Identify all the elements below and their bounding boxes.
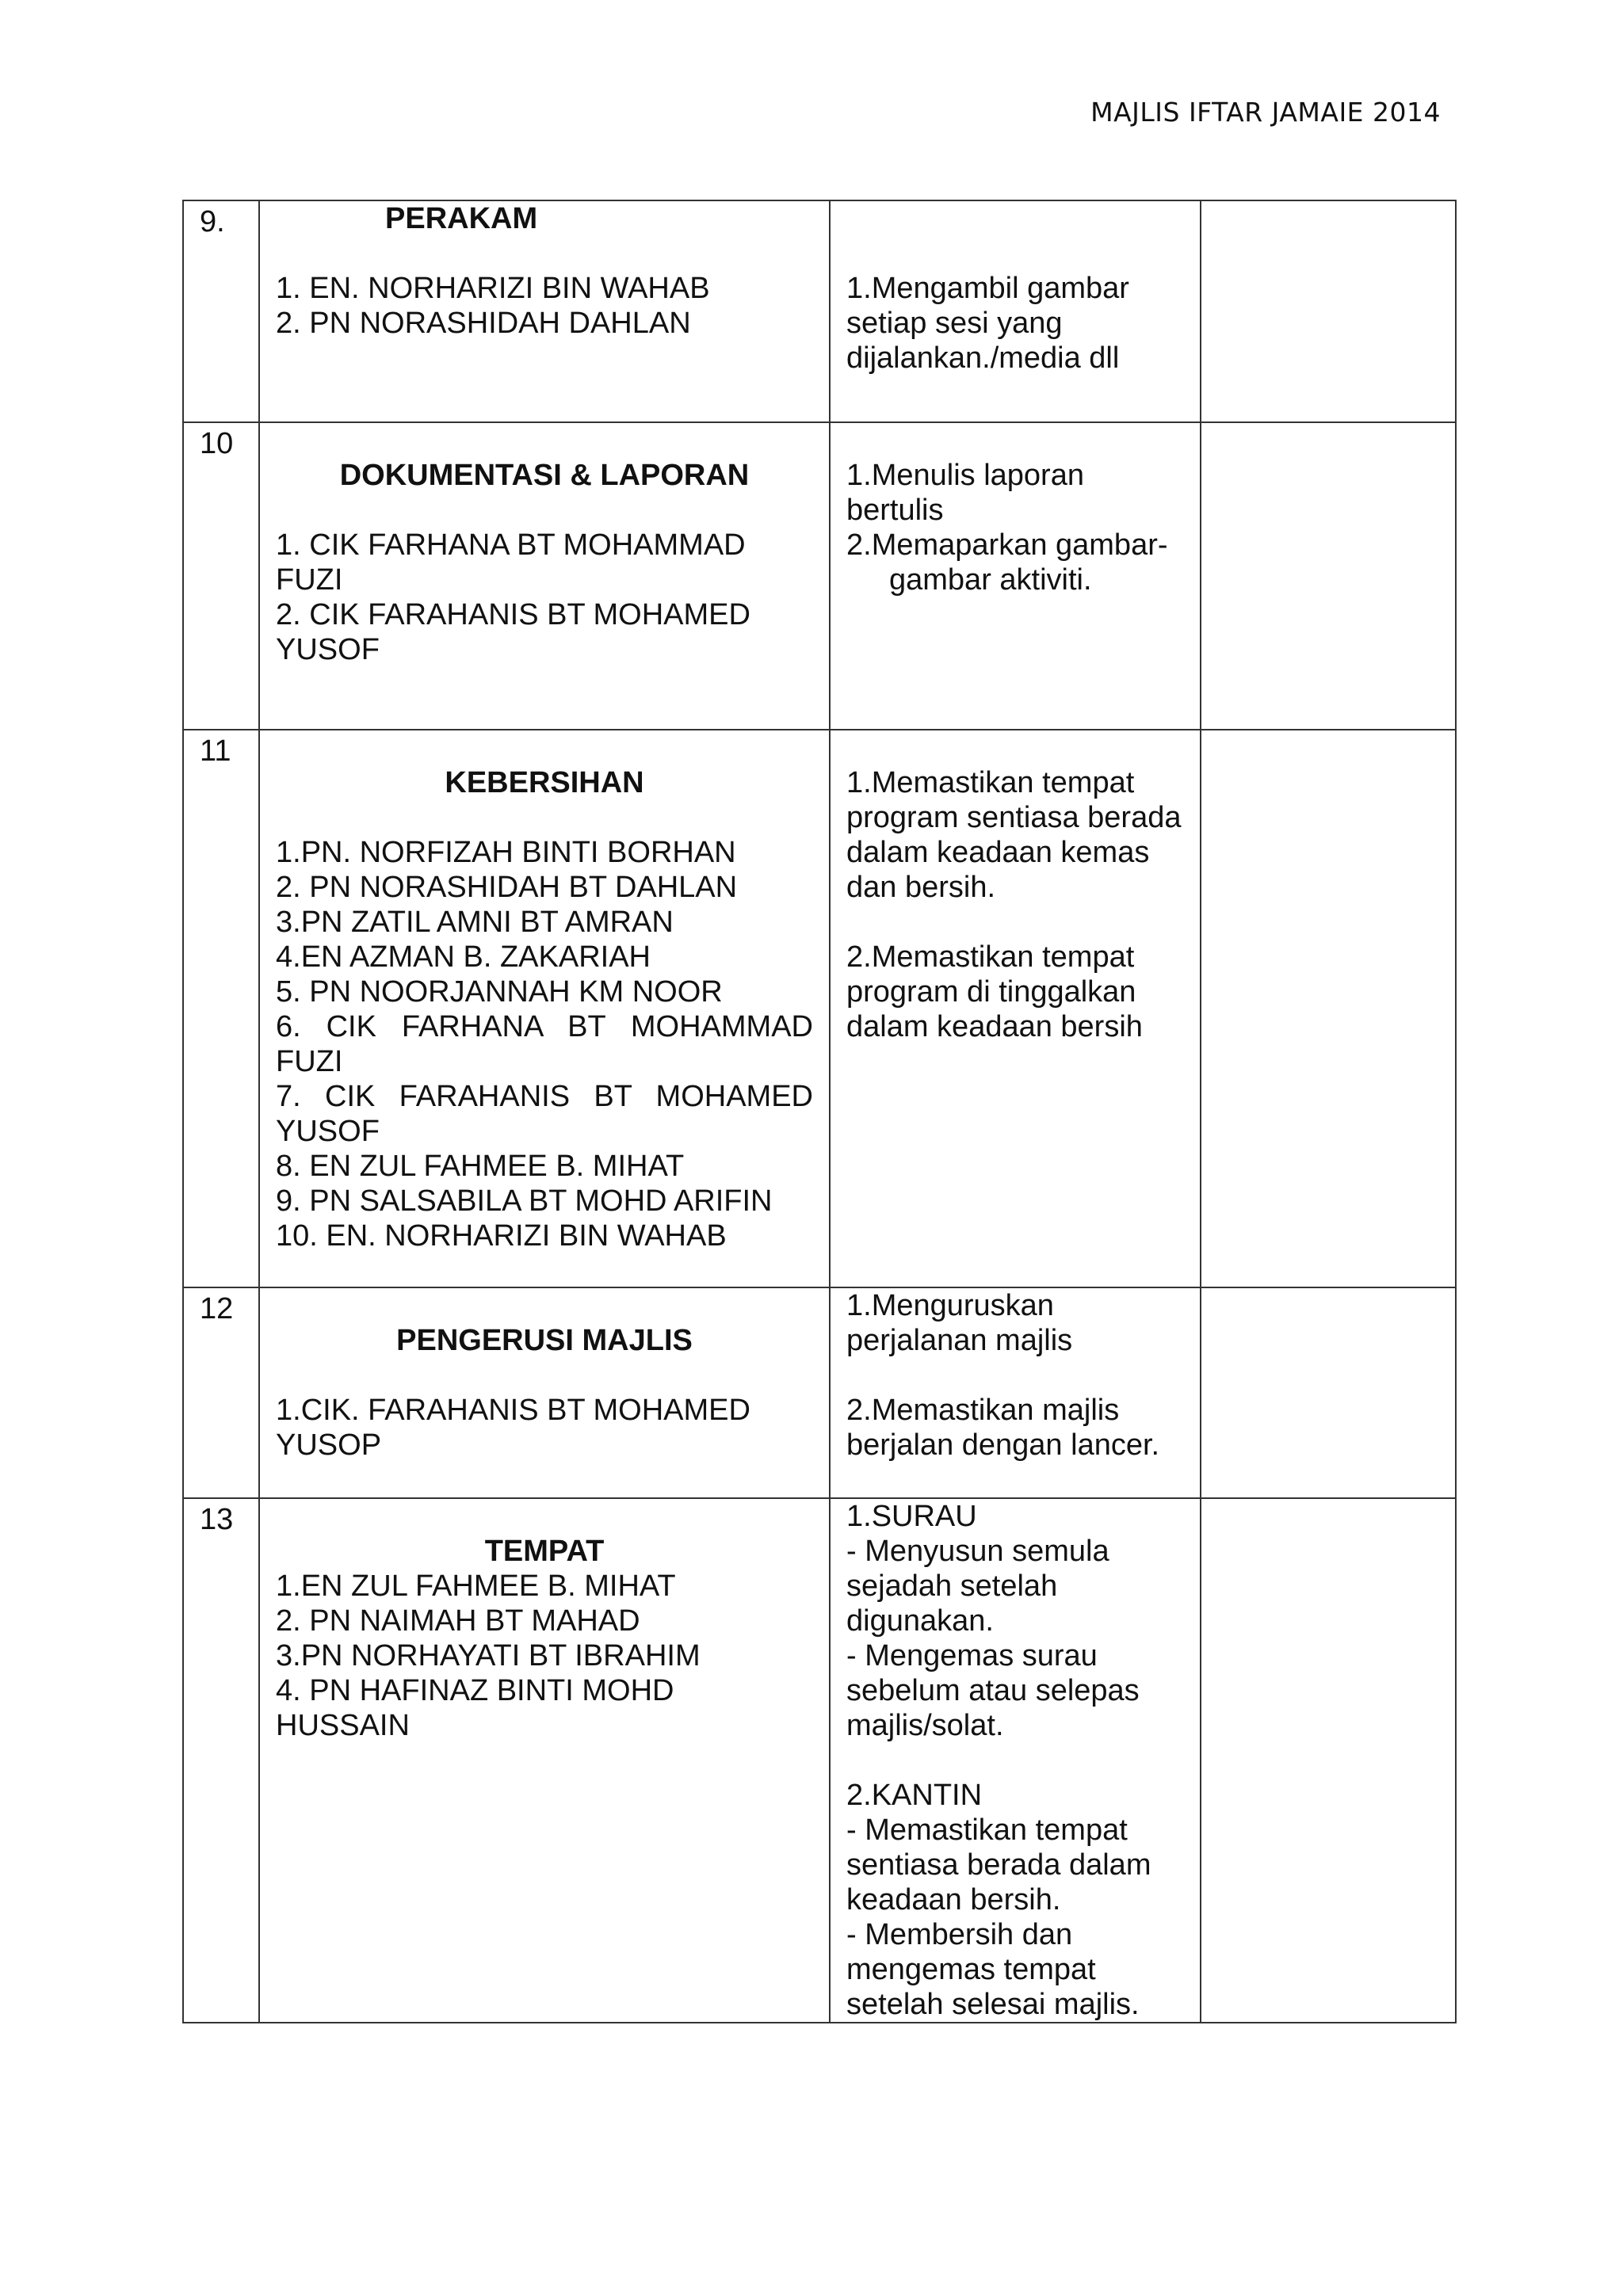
table-row bbox=[183, 1287, 1456, 1498]
task-item: 2.Memastikan majlis berjalan dengan lancer. bbox=[846, 1394, 1160, 1462]
member-name: 4. PN HAFINAZ BINTI MOHD HUSSAIN bbox=[276, 1674, 683, 1742]
member-name: 6. CIK FARHANA BT MOHAMMAD FUZI bbox=[276, 1010, 822, 1078]
task-item: 1.Memastikan tempat program sentiasa berada dalam keadaan kemas dan bersih. bbox=[846, 766, 1190, 904]
note-cell bbox=[1201, 200, 1456, 422]
member-name: 1. EN. NORHARIZI BIN WAHAB bbox=[276, 272, 710, 305]
task-cell bbox=[830, 200, 1201, 422]
task-item: 2.KANTIN bbox=[846, 1779, 983, 1812]
member-name: 2. PN NORASHIDAH DAHLAN bbox=[276, 307, 691, 340]
member-name: 1. CIK FARHANA BT MOHAMMAD FUZI bbox=[276, 528, 754, 597]
unit-cell bbox=[259, 200, 830, 422]
note-cell bbox=[1201, 730, 1456, 1287]
task-cell bbox=[830, 422, 1201, 730]
member-name: 10. EN. NORHARIZI BIN WAHAB bbox=[276, 1219, 727, 1253]
task-cell bbox=[830, 1287, 1201, 1498]
table-row bbox=[183, 200, 1456, 422]
row-number: 13 bbox=[183, 1498, 259, 2023]
committee-table bbox=[182, 200, 1457, 2023]
unit-cell bbox=[259, 422, 830, 730]
task-item: 1.Menguruskan perjalanan majlis bbox=[846, 1289, 1073, 1357]
task-cell bbox=[830, 730, 1201, 1287]
member-name: 5. PN NOORJANNAH KM NOOR bbox=[276, 975, 723, 1009]
task-item: 1.SURAU bbox=[846, 1500, 977, 1533]
task-item: 1.Menulis laporan bertulis bbox=[846, 459, 1093, 527]
page-header: MAJLIS IFTAR JAMAIE 2014 bbox=[1090, 97, 1441, 128]
task-cell bbox=[830, 1498, 1201, 2023]
row-number: 11 bbox=[183, 730, 259, 1287]
unit-title: PENGERUSI MAJLIS bbox=[396, 1324, 693, 1357]
task-item: - Memastikan tempat sentiasa berada dalam keadaan bersih. bbox=[846, 1814, 1160, 1917]
member-name: 8. EN ZUL FAHMEE B. MIHAT bbox=[276, 1150, 685, 1183]
task-item: - Membersih dan mengemas tempat setelah selesai majlis. bbox=[846, 1918, 1140, 2021]
task-item: gambar aktiviti. bbox=[889, 563, 1092, 597]
unit-title: DOKUMENTASI & LAPORAN bbox=[339, 459, 750, 492]
row-number: 9. bbox=[183, 200, 259, 422]
member-name: 1.EN ZUL FAHMEE B. MIHAT bbox=[276, 1569, 676, 1603]
unit-cell bbox=[259, 1498, 830, 2023]
task-item: 2.Memastikan tempat program di tinggalkan dalam keadaan bersih bbox=[846, 940, 1144, 1043]
member-name: 2. PN NORASHIDAH BT DAHLAN bbox=[276, 871, 738, 904]
task-item: - Menyusun semula sejadah setelah digunakan. bbox=[846, 1535, 1118, 1638]
row-number: 12 bbox=[183, 1287, 259, 1498]
unit-cell bbox=[259, 730, 830, 1287]
member-name: 3.PN NORHAYATI BT IBRAHIM bbox=[276, 1639, 701, 1672]
unit-title: PERAKAM bbox=[385, 202, 538, 235]
member-name: 2. PN NAIMAH BT MAHAD bbox=[276, 1604, 640, 1638]
member-name: 2. CIK FARAHANIS BT MOHAMED YUSOF bbox=[276, 598, 758, 666]
task-item: - Mengemas surau sebelum atau selepas majlis/solat. bbox=[846, 1639, 1148, 1742]
row-number: 10 bbox=[183, 422, 259, 730]
table-row bbox=[183, 1498, 1456, 2023]
member-name: 3.PN ZATIL AMNI BT AMRAN bbox=[276, 906, 674, 939]
member-name: 9. PN SALSABILA BT MOHD ARIFIN bbox=[276, 1184, 773, 1218]
member-name: 7. CIK FARAHANIS BT MOHAMED YUSOF bbox=[276, 1080, 821, 1148]
unit-title: KEBERSIHAN bbox=[445, 766, 644, 799]
member-name: 1.CIK. FARAHANIS BT MOHAMED YUSOP bbox=[276, 1394, 758, 1462]
table-row bbox=[183, 422, 1456, 730]
task-item: 2.Memaparkan gambar- bbox=[846, 528, 1168, 562]
member-name: 1.PN. NORFIZAH BINTI BORHAN bbox=[276, 836, 736, 869]
note-cell bbox=[1201, 1287, 1456, 1498]
unit-title: TEMPAT bbox=[484, 1535, 605, 1568]
task-item: 1.Mengambil gambar setiap sesi yang dijalankan./media dll bbox=[846, 272, 1138, 375]
note-cell bbox=[1201, 1498, 1456, 2023]
unit-cell bbox=[259, 1287, 830, 1498]
member-name: 4.EN AZMAN B. ZAKARIAH bbox=[276, 940, 651, 974]
note-cell bbox=[1201, 422, 1456, 730]
table-row bbox=[183, 730, 1456, 1287]
